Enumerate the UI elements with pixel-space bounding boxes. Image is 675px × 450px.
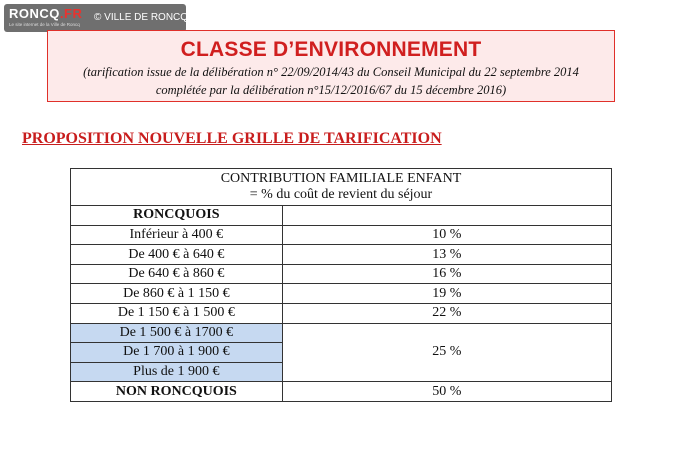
income-range-highlighted: De 1 500 € à 1700 €	[71, 323, 283, 343]
non-resident-label: NON RONCQUOIS	[71, 382, 283, 402]
table-row	[71, 264, 612, 284]
header-line-2: = % du coût de revient du séjour	[249, 187, 433, 203]
table-row	[71, 245, 612, 265]
income-range-highlighted: De 1 700 à 1 900 €	[71, 343, 283, 363]
table-header-cell	[71, 169, 612, 206]
subtitle-line-2: complétée par la délibération n°15/12/2016/67 du 15 décembre 2016)	[155, 83, 507, 97]
income-range-highlighted: Plus de 1 900 €	[71, 362, 283, 382]
table-row	[71, 304, 612, 324]
income-range: De 1 150 € à 1 500 €	[71, 304, 283, 324]
document-title: CLASSE D’ENVIRONNEMENT	[180, 38, 482, 61]
copyright-credit: © VILLE DE RONCQ	[94, 12, 189, 23]
header-line-1: CONTRIBUTION FAMILIALE ENFANT	[220, 171, 462, 187]
percentage: 22 %	[282, 304, 611, 324]
site-tagline: Le site internet de la Ville de Roncq	[9, 22, 80, 27]
income-range: De 640 € à 860 €	[71, 264, 283, 284]
non-resident-percentage: 50 %	[282, 382, 611, 402]
table-header-row	[71, 169, 612, 206]
table-row	[71, 382, 612, 402]
tarification-table	[70, 168, 612, 402]
table-row	[71, 284, 612, 304]
table-row	[71, 323, 612, 343]
watermark	[4, 4, 189, 32]
percentage: 13 %	[282, 245, 611, 265]
percentage: 19 %	[282, 284, 611, 304]
title-box	[47, 30, 615, 102]
section-heading: PROPOSITION NOUVELLE GRILLE DE TARIFICATION	[22, 130, 442, 147]
group-label-roncquois: RONCQUOIS	[71, 206, 283, 226]
percentage: 10 %	[282, 225, 611, 245]
merged-percentage: 25 %	[282, 323, 611, 382]
percentage: 16 %	[282, 264, 611, 284]
income-range: De 860 € à 1 150 €	[71, 284, 283, 304]
table-row	[71, 206, 612, 226]
subtitle-line-1: (tarification issue de la délibération n° 22/09/2014/43 du Conseil Municipal du 22 septembre 2014	[83, 65, 579, 79]
site-logo: RONCQ.FR	[9, 6, 83, 21]
income-range: Inférieur à 400 €	[71, 225, 283, 245]
empty-cell	[282, 206, 611, 226]
table-row	[71, 225, 612, 245]
income-range: De 400 € à 640 €	[71, 245, 283, 265]
